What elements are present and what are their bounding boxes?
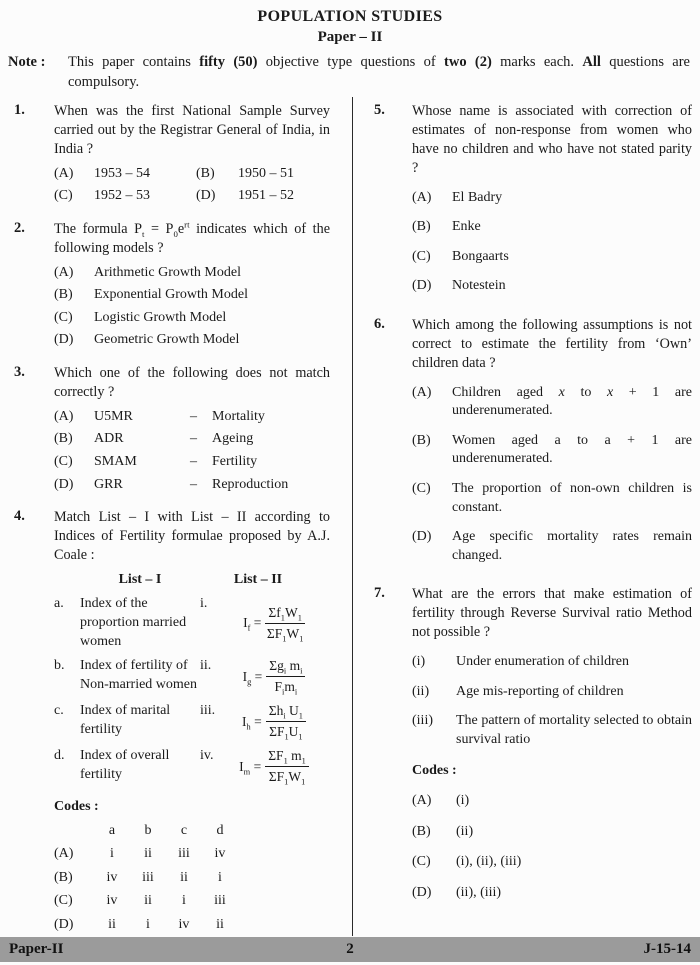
codes-option-label: (A) [412, 793, 432, 809]
statement-label: (i) [412, 654, 426, 670]
codes-cell: iii [214, 893, 226, 909]
option-value: Exponential Growth Model [94, 287, 248, 303]
codes-cell: iv [178, 917, 190, 933]
question-number: 5. [374, 102, 385, 118]
option-row [412, 218, 692, 237]
option-label: (C) [412, 248, 431, 264]
note-label: Note : [8, 54, 46, 70]
formula-fraction [265, 604, 304, 643]
codes-option-row [412, 792, 692, 811]
question-text: Whose name is associated with correction of estimates of non-response from women who have no children and who have not stated parity ? [412, 103, 692, 176]
codes-option-value: (ii), (iii) [456, 884, 502, 900]
option-term: U5MR [94, 408, 133, 424]
options-grid [54, 165, 330, 206]
question-number: 3. [14, 364, 25, 381]
formula-lhs: $I_g$ = [242, 668, 263, 687]
option-row [412, 277, 692, 296]
match-key: b. [54, 658, 65, 674]
codes-cell: iv [214, 846, 226, 862]
codes-option-label: (C) [412, 854, 431, 870]
option-label: (B) [54, 431, 73, 447]
question [8, 364, 330, 494]
formula-lhs: $I_m$ = [239, 758, 262, 777]
codes-option-row [412, 823, 692, 842]
question-text: What are the errors that make estimation of fertility through Reverse Survival ratio Method not possible ? [412, 586, 692, 641]
question-body [54, 364, 330, 494]
match-item: Index of fertility of Non-married women [80, 658, 198, 692]
question [8, 508, 330, 934]
dash-separator: – [190, 431, 197, 447]
question [8, 220, 330, 350]
list-one-header: List – I [118, 571, 162, 587]
question-number: 2. [14, 219, 25, 236]
option-label: (D) [54, 476, 74, 492]
formula [232, 747, 330, 786]
codes-cell: i [218, 869, 222, 885]
match-roman-number: iv. [200, 748, 214, 764]
footer-paper-code: J-15-14 [643, 941, 691, 957]
option-row [54, 453, 330, 472]
match-item: Index of the proportion married women [80, 596, 187, 649]
match-item: Index of overall fertility [80, 748, 170, 782]
dash-separator: – [190, 408, 197, 424]
option-value: Children aged x to x + 1 are underenumerated. [452, 384, 692, 419]
match-roman-number: i. [200, 596, 208, 612]
question [372, 102, 692, 296]
option-label: (C) [54, 309, 73, 325]
option-row [412, 528, 692, 565]
statement-label: (ii) [412, 683, 430, 699]
option-term: SMAM [94, 454, 137, 469]
statement-row [412, 683, 692, 702]
codes-row-label: (A) [54, 846, 74, 862]
option-meaning: Fertility [212, 454, 258, 469]
statement-row [412, 653, 692, 672]
option-value: Logistic Growth Model [94, 309, 227, 325]
codes-cell: i [182, 893, 186, 909]
codes-cell: ii [180, 869, 188, 885]
question-number: 4. [14, 508, 25, 525]
option-value: Geometric Growth Model [94, 332, 240, 348]
dash-separator: – [190, 454, 197, 469]
option-value: El Badry [452, 189, 503, 205]
option-label: (B) [54, 287, 73, 303]
dash-separator: – [190, 476, 197, 492]
option-label: (A) [412, 189, 432, 205]
option-value: Arithmetic Growth Model [94, 264, 241, 280]
codes-row [54, 916, 330, 935]
codes-option-row [412, 884, 692, 903]
fraction-denominator: $\Sigma F_1W_1$ [268, 769, 306, 787]
match-item: Index of marital fertility [80, 703, 171, 737]
option-value: Enke [452, 219, 481, 235]
match-row [54, 702, 330, 741]
codes-row [54, 845, 330, 864]
option-value: 1950 – 51 [238, 165, 294, 181]
option-row [54, 408, 330, 427]
option-label: (D) [412, 529, 432, 545]
question-text: The formula $P_t = P_0e^{rt}$ indicates which of the following models ? [54, 219, 330, 256]
fraction-numerator: $\Sigma h_i$ $U_1$ [266, 702, 306, 722]
instruction-note [8, 53, 690, 92]
statement-text: The pattern of mortality selected to obtain survival ratio [456, 713, 692, 747]
question-text: Which among the following assumptions is not correct to estimate the fertility from ‘Own’ children data ? [412, 316, 692, 371]
footer-bar [0, 937, 700, 962]
codes-cell: i [110, 846, 114, 862]
option-label: (B) [412, 432, 431, 448]
option-label: (A) [54, 264, 74, 280]
question-text: Match List – I with List – II according to Indices of Fertility formulae proposed by A.J. Coale : [54, 509, 330, 563]
codes-row-label: (D) [54, 917, 74, 933]
codes-label: Codes : [412, 762, 457, 778]
question-text: When was the first National Sample Survey carried out by the Registrar General of India, in India ? [54, 103, 330, 157]
statement-text: Under enumeration of children [456, 654, 629, 670]
option-value: 1951 – 52 [238, 188, 294, 204]
match-roman-number: ii. [200, 658, 212, 674]
option-row [412, 189, 692, 208]
option-label: (C) [54, 188, 73, 204]
option-row [54, 309, 330, 328]
codes-option-label: (B) [412, 823, 431, 839]
codes-cell: ii [216, 917, 224, 933]
option-row [54, 286, 330, 305]
codes-header-cell: d [216, 822, 224, 838]
paper-subtitle: Paper – II [317, 29, 383, 45]
codes-label: Codes : [54, 799, 99, 814]
option-row [54, 476, 330, 495]
option-row [412, 248, 692, 267]
formula-fraction [266, 657, 305, 696]
statement-row [412, 712, 692, 749]
fraction-denominator: $\Sigma F_1U_1$ [269, 724, 303, 742]
formula [232, 702, 330, 741]
statement-text: Age mis-reporting of children [456, 683, 624, 699]
option-row [54, 331, 330, 350]
option-value: 1953 – 54 [94, 165, 150, 181]
option-label: (A) [412, 384, 432, 400]
codes-cell: iv [106, 893, 118, 909]
codes-row-label: (B) [54, 869, 73, 885]
codes-header-cell: b [144, 822, 152, 838]
option-value: Notestein [452, 278, 506, 294]
codes-cell: i [146, 917, 150, 933]
match-list-headers [54, 571, 330, 590]
option-value: Bongaarts [452, 248, 509, 264]
codes-option-label: (D) [412, 884, 432, 900]
codes-header-cell: a [108, 822, 116, 838]
codes-row [54, 892, 330, 911]
question [372, 585, 692, 902]
fraction-numerator: $\Sigma g_i$ $m_i$ [266, 657, 305, 677]
option-term: ADR [94, 431, 124, 447]
option-label: (B) [412, 219, 431, 235]
option-meaning: Reproduction [212, 476, 289, 492]
fraction-numerator: $\Sigma f_1W_1$ [265, 604, 304, 624]
codes-header-spacer [54, 822, 94, 841]
option-label: (A) [54, 165, 74, 181]
codes-cell: ii [144, 846, 152, 862]
option-row [412, 384, 692, 421]
option-row [54, 430, 330, 449]
option-meaning: Ageing [212, 431, 254, 447]
codes-option-value: (ii) [456, 823, 474, 839]
codes-header-cell: c [180, 822, 188, 838]
codes-row-label: (C) [54, 893, 73, 909]
formula [232, 657, 330, 696]
question [372, 316, 692, 566]
codes-row [54, 869, 330, 888]
option-label: (C) [412, 481, 431, 496]
paper-title: POPULATION STUDIES [257, 8, 443, 25]
codes-option-row [412, 853, 692, 872]
formula-lhs: $I_f$ = [243, 615, 262, 634]
option-value: The proportion of non-own children is constant. [452, 481, 692, 515]
option-label: (D) [412, 278, 432, 294]
codes-header-row [54, 822, 330, 841]
formula-fraction [265, 747, 309, 786]
match-key: c. [54, 703, 64, 719]
list-two-header: List – II [233, 571, 283, 587]
option-label: (B) [196, 165, 215, 181]
codes-cell: ii [108, 917, 116, 933]
match-key: d. [54, 748, 65, 764]
option-label: (D) [196, 188, 216, 204]
match-roman-number: iii. [200, 703, 216, 719]
option-meaning: Mortality [212, 408, 265, 424]
option-value: Age specific mortality rates remain changed. [452, 529, 692, 563]
option-label: (D) [54, 332, 74, 348]
question-text: Which one of the following does not match correctly ? [54, 365, 330, 400]
match-row [54, 595, 330, 651]
option-value: 1952 – 53 [94, 188, 150, 204]
option-value: Women aged a to a + 1 are underenumerated. [452, 432, 692, 467]
note-text: This paper contains fifty (50) objective type questions of two (2) marks each. All questions are compulsory. [68, 54, 690, 90]
question-body [412, 102, 692, 296]
question-number: 6. [374, 315, 385, 332]
question-body [412, 316, 692, 566]
codes-option-value: (i) [456, 793, 470, 809]
formula-lhs: $I_h$ = [242, 713, 262, 732]
fraction-numerator: $\Sigma F_1$ $m_1$ [265, 747, 309, 767]
option-row [412, 432, 692, 469]
footer-paper-label: Paper-II [9, 941, 64, 957]
option-label: (A) [54, 408, 74, 424]
codes-cell: ii [144, 893, 152, 909]
question-columns [8, 102, 692, 935]
match-row [54, 657, 330, 696]
option-row [412, 480, 692, 517]
match-key: a. [54, 596, 64, 612]
fraction-denominator: $\Sigma F_1W_1$ [266, 625, 304, 644]
question-body [412, 585, 692, 902]
fraction-denominator: $F_im_i$ [274, 679, 298, 697]
option-term: GRR [94, 476, 123, 492]
right-column [344, 102, 692, 935]
codes-cell: iv [106, 869, 118, 885]
option-row [54, 264, 330, 283]
left-column [8, 102, 344, 935]
option-label: (C) [54, 454, 73, 469]
question-body [54, 102, 330, 206]
codes-cell: iii [178, 846, 190, 862]
question-body [54, 220, 330, 350]
page-header [0, 8, 700, 46]
match-row [54, 747, 330, 786]
question-number: 7. [374, 585, 385, 602]
codes-cell: iii [142, 869, 154, 885]
statement-label: (iii) [412, 713, 433, 729]
footer-page-number: 2 [346, 941, 354, 957]
codes-option-value: (i), (ii), (iii) [456, 854, 522, 870]
question [8, 102, 330, 206]
formula [232, 604, 330, 643]
question-number: 1. [14, 102, 25, 118]
question-body [54, 508, 330, 934]
formula-fraction [266, 702, 306, 741]
